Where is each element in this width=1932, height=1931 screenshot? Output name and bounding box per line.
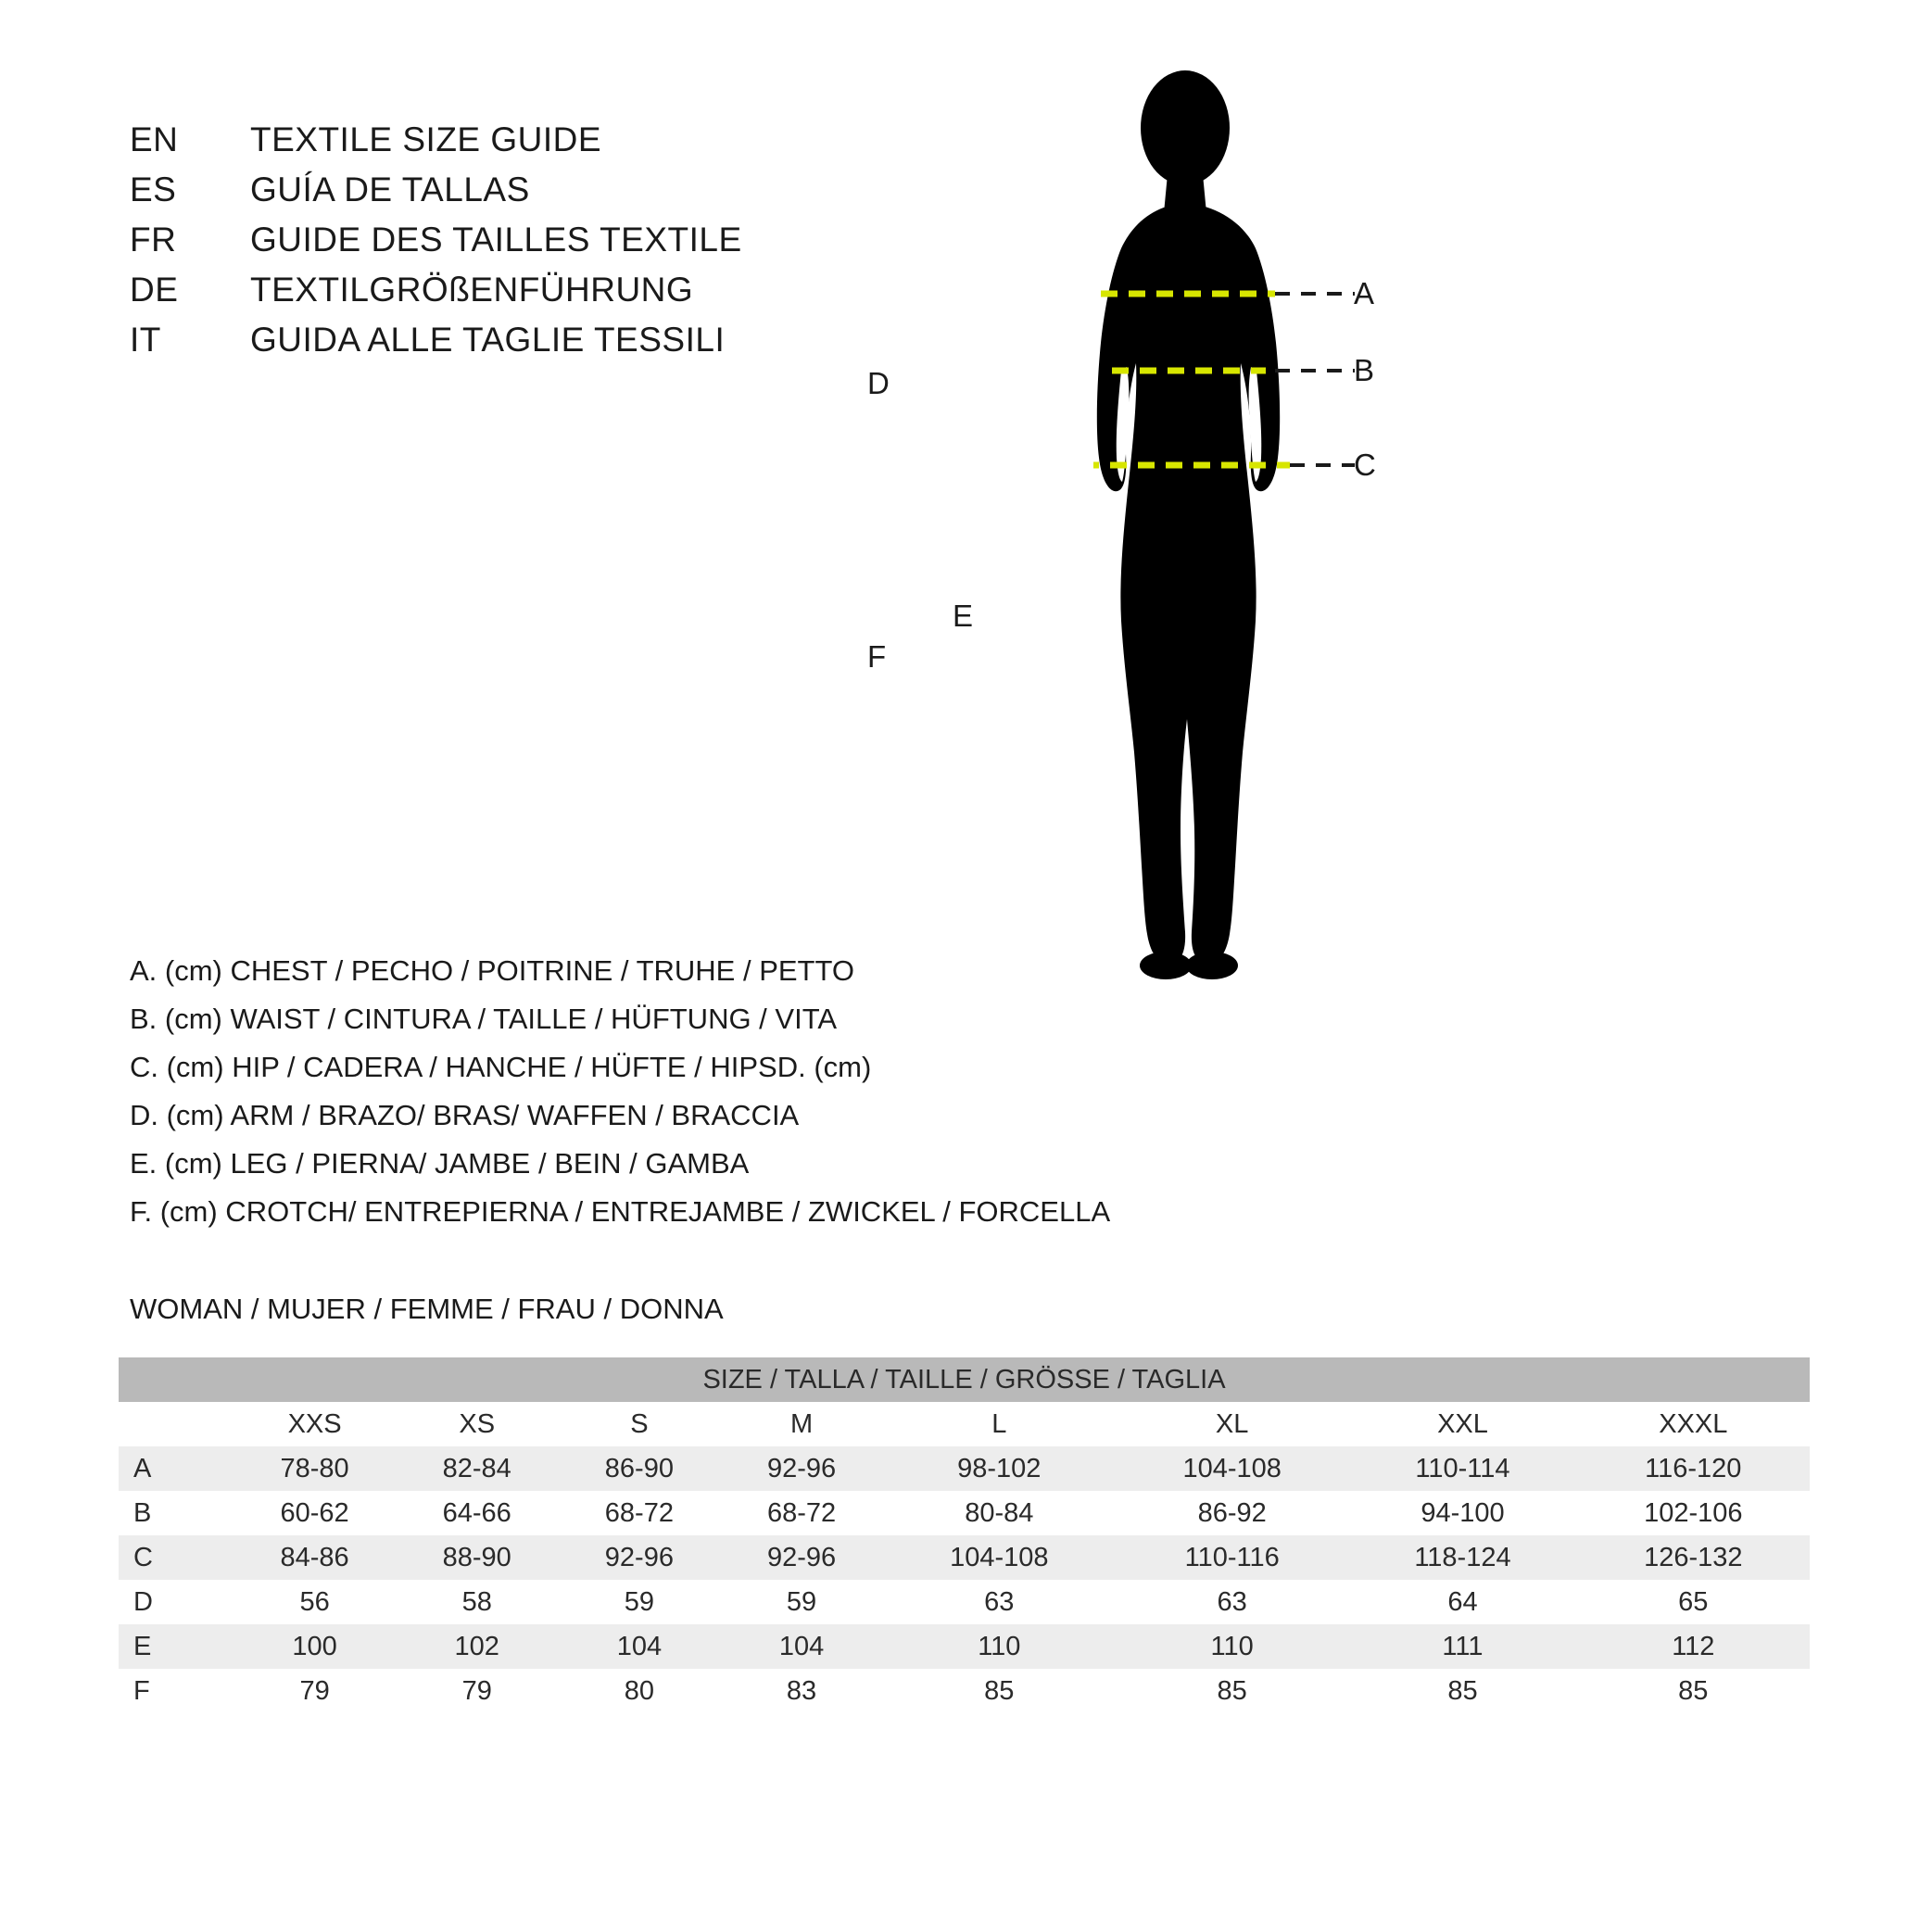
table-col-xxxl: XXXL: [1577, 1402, 1810, 1446]
table-cell: 102: [396, 1624, 558, 1669]
table-cell: 79: [396, 1669, 558, 1713]
table-cell: 63: [1116, 1580, 1348, 1624]
table-cell: 56: [234, 1580, 396, 1624]
table-col-xxl: XXL: [1348, 1402, 1576, 1446]
table-cell: 64: [1348, 1580, 1576, 1624]
legend-block: [130, 954, 1242, 1243]
table-col-m: M: [720, 1402, 882, 1446]
table-cell: 83: [720, 1669, 882, 1713]
table-cell: 110-116: [1116, 1535, 1348, 1580]
title-text-es: GUÍA DE TALLAS: [250, 170, 530, 208]
table-cell: 104-108: [1116, 1446, 1348, 1491]
table-cell: 92-96: [720, 1446, 882, 1491]
table-cell: 86-92: [1116, 1491, 1348, 1535]
table-row: [119, 1624, 1810, 1669]
title-lang-fr: FR: [130, 221, 177, 259]
table-cell: 104-108: [883, 1535, 1116, 1580]
title-block: [130, 120, 890, 371]
legend-line-c: C. (cm) HIP / CADERA / HANCHE / HÜFTE / HIPSD. (cm): [130, 1051, 872, 1083]
table-cell: 94-100: [1348, 1491, 1576, 1535]
marker-label-e: E: [953, 599, 974, 633]
marker-leaders: [1275, 294, 1355, 465]
marker-label-a: A: [1354, 276, 1375, 310]
marker-label-f: F: [867, 639, 887, 674]
table-row: [119, 1669, 1810, 1713]
table-cell: 86-90: [558, 1446, 720, 1491]
table-row-key-b: B: [119, 1491, 234, 1535]
title-lang-it: IT: [130, 321, 161, 359]
table-cell: 102-106: [1577, 1491, 1810, 1535]
table-cell: 64-66: [396, 1491, 558, 1535]
table-cell: 92-96: [720, 1535, 882, 1580]
legend-line-a: A. (cm) CHEST / PECHO / POITRINE / TRUHE / PETTO: [130, 954, 854, 987]
size-table: [119, 1357, 1810, 1713]
table-cell: 60-62: [234, 1491, 396, 1535]
title-text-it: GUIDA ALLE TAGLIE TESSILI: [250, 321, 726, 359]
table-cell: 118-124: [1348, 1535, 1576, 1580]
table-cell: 116-120: [1577, 1446, 1810, 1491]
table-cell: 126-132: [1577, 1535, 1810, 1580]
table-cell: 85: [1577, 1669, 1810, 1713]
table-cell: 80: [558, 1669, 720, 1713]
table-row-key-e: E: [119, 1624, 234, 1669]
table-cell: 78-80: [234, 1446, 396, 1491]
table-cell: 104: [558, 1624, 720, 1669]
table-col-xxs: XXS: [234, 1402, 396, 1446]
table-col-xs: XS: [396, 1402, 558, 1446]
table-band-title-row: [119, 1357, 1810, 1402]
legend-line-f: F. (cm) CROTCH/ ENTREPIERNA / ENTREJAMBE / ZWICKEL / FORCELLA: [130, 1195, 1111, 1228]
title-row: [130, 221, 890, 259]
table-corner-cell: [119, 1402, 234, 1446]
woman-silhouette-shape: [1097, 70, 1280, 979]
title-lang-es: ES: [130, 170, 177, 208]
table-header-row: [119, 1402, 1810, 1446]
table-cell: 82-84: [396, 1446, 558, 1491]
title-lang-de: DE: [130, 271, 179, 309]
title-text-fr: GUIDE DES TAILLES TEXTILE: [250, 221, 742, 259]
table-cell: 104: [720, 1624, 882, 1669]
marker-label-d: D: [867, 366, 890, 400]
table-row: [119, 1535, 1810, 1580]
table-cell: 58: [396, 1580, 558, 1624]
table-row: [119, 1446, 1810, 1491]
table-cell: 100: [234, 1624, 396, 1669]
table-col-l: L: [883, 1402, 1116, 1446]
table-cell: 59: [558, 1580, 720, 1624]
marker-label-b: B: [1354, 353, 1375, 387]
table-cell: 85: [883, 1669, 1116, 1713]
table-cell: 85: [1116, 1669, 1348, 1713]
table-row: [119, 1580, 1810, 1624]
gender-heading: WOMAN / MUJER / FEMME / FRAU / DONNA: [130, 1293, 724, 1325]
title-row: [130, 120, 890, 159]
legend-line-d: D. (cm) ARM / BRAZO/ BRAS/ WAFFEN / BRACCIA: [130, 1099, 800, 1131]
table-cell: 88-90: [396, 1535, 558, 1580]
table-cell: 79: [234, 1669, 396, 1713]
table-col-xl: XL: [1116, 1402, 1348, 1446]
table-cell: 112: [1577, 1624, 1810, 1669]
table-cell: 111: [1348, 1624, 1576, 1669]
table-cell: 92-96: [558, 1535, 720, 1580]
legend-line-b: B. (cm) WAIST / CINTURA / TAILLE / HÜFTUNG / VITA: [130, 1003, 838, 1035]
table-cell: 110: [883, 1624, 1116, 1669]
title-text-en: TEXTILE SIZE GUIDE: [250, 120, 602, 158]
table-row-key-d: D: [119, 1580, 234, 1624]
table-cell: 84-86: [234, 1535, 396, 1580]
title-lang-en: EN: [130, 120, 179, 158]
table-row: [119, 1491, 1810, 1535]
table-band-title: SIZE / TALLA / TAILLE / GRÖSSE / TAGLIA: [119, 1357, 1810, 1402]
table-cell: 85: [1348, 1669, 1576, 1713]
table-cell: 68-72: [720, 1491, 882, 1535]
table-cell: 98-102: [883, 1446, 1116, 1491]
title-row: [130, 170, 890, 209]
table-cell: 80-84: [883, 1491, 1116, 1535]
table-cell: 110: [1116, 1624, 1348, 1669]
table-cell: 65: [1577, 1580, 1810, 1624]
legend-line-e: E. (cm) LEG / PIERNA/ JAMBE / BEIN / GAMBA: [130, 1147, 750, 1180]
marker-label-c: C: [1354, 448, 1376, 482]
title-row: [130, 321, 890, 360]
table-col-s: S: [558, 1402, 720, 1446]
table-row-key-a: A: [119, 1446, 234, 1491]
table-row-key-c: C: [119, 1535, 234, 1580]
table-cell: 59: [720, 1580, 882, 1624]
table-cell: 110-114: [1348, 1446, 1576, 1491]
table-cell: 63: [883, 1580, 1116, 1624]
title-text-de: TEXTILGRÖßENFÜHRUNG: [250, 271, 694, 309]
table-cell: 68-72: [558, 1491, 720, 1535]
table-row-key-f: F: [119, 1669, 234, 1713]
title-row: [130, 271, 890, 309]
